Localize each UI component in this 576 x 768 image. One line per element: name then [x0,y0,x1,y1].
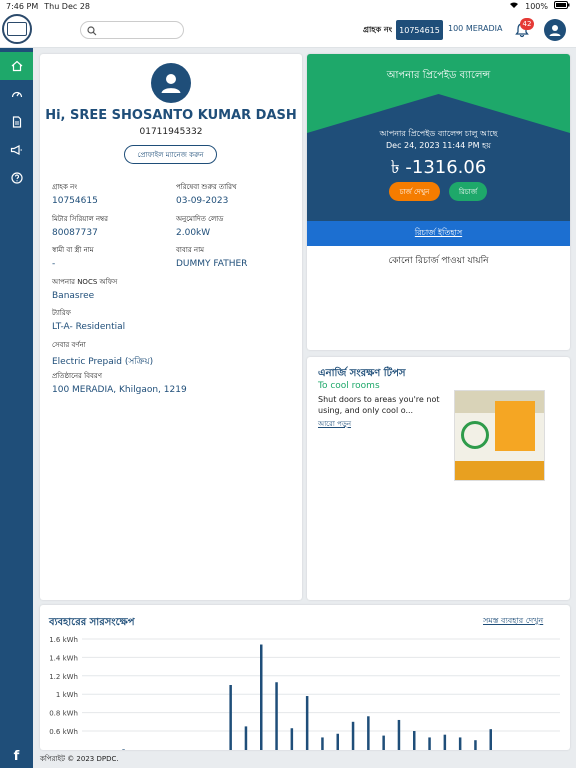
balance-date: Dec 24, 2023 11:44 PM হয় [386,141,491,150]
customer-no-label: গ্রাহক নং [363,25,393,34]
usage-bar [337,734,340,750]
top-header [0,12,576,48]
help-icon [11,172,23,184]
wifi-icon [509,1,519,11]
energy-tips-card [307,357,570,600]
profile-avatar [151,63,191,103]
field-spouse: স্বামী বা স্ত্রী নাম - [52,246,94,269]
tips-title: এনার্জি সংরক্ষণ টিপস [318,368,406,379]
usage-bar [382,736,385,750]
field-nocs: আপনার NOCS অফিস Banasree [52,278,118,301]
read-more-link[interactable]: আরো পড়ুন [318,420,352,428]
tips-body: Shut doors to areas you're not using, and only cool o... [318,395,440,415]
usage-bar [306,696,309,750]
usage-bar [444,735,447,750]
usage-chart [40,631,570,750]
usage-bar [490,729,493,750]
sidebar-item-announcements[interactable] [0,136,33,164]
user-avatar[interactable] [544,19,566,41]
usage-bar [428,737,431,750]
greeting: Hi, SREE SHOSANTO KUMAR DASH [45,108,297,123]
usage-bar [367,716,370,750]
tips-subtitle: To cool rooms [318,381,380,391]
energy-tip-image [454,390,545,481]
search-box[interactable] [80,21,184,39]
sidebar [0,48,33,768]
manage-profile-button[interactable]: প্রোফাইল ম্যানেজ করুন [124,145,217,164]
usage-bar [459,737,462,750]
field-service-desc: সেবার বর্ণনা Electric Prepaid (সক্রিয়) [52,341,154,367]
megaphone-icon [10,144,23,156]
sidebar-item-dashboard[interactable] [0,80,33,108]
no-recharge-message: কোনো রিচার্জ পাওয়া যায়নি [388,256,489,266]
phone-number: 01711945332 [139,127,203,137]
y-tick-label: 1 kWh [55,691,78,700]
usage-bar [275,682,278,750]
balance-title: আপনার প্রিপেইড ব্যালেন্স [386,70,491,81]
sidebar-item-documents[interactable] [0,108,33,136]
usage-bar [398,720,401,750]
usage-bar [291,728,294,750]
usage-bar [321,737,324,750]
prepaid-balance-card [307,54,570,350]
y-tick-label: 1.4 kWh [49,654,78,663]
view-all-usage-link[interactable]: সমস্ত ব্যবহার দেখুন [483,616,544,625]
field-sanctioned-load: অনুমোদিত লোড 2.00kW [176,215,224,238]
user-icon [159,71,183,95]
usage-title: ব্যবহারের সারসংক্ষেপ [49,617,135,628]
home-icon [11,60,23,72]
balance-status: আপনার প্রিপেইড ব্যালেন্স চালু আছে [379,129,498,138]
sidebar-item-home[interactable] [0,52,33,80]
sidebar-item-help[interactable] [0,164,33,192]
recharge-button[interactable]: রিচার্জ [449,182,487,201]
y-tick-label: 1.2 kWh [49,672,78,681]
search-icon [87,21,97,40]
user-icon [548,23,562,37]
copyright: কপিরাইট © 2023 DPDC. [40,755,119,763]
usage-bar [474,740,477,750]
y-tick-label: 0.8 kWh [49,709,78,718]
field-meter-serial: মিটার সিরিয়াল নম্বর 80087737 [52,215,109,238]
view-charge-button[interactable]: চার্জ দেখুন [389,182,440,201]
battery-icon [554,1,570,11]
document-icon [11,116,23,128]
recharge-history-link[interactable]: রিচার্জ ইতিহাস [307,221,570,246]
field-premises: প্রতিষ্ঠানের বিবরণ 100 MERADIA, Khilgaon, 1219 [52,372,187,395]
usage-bar [245,726,248,750]
usage-bar [260,645,263,750]
address-short: 100 MERADIA [448,24,503,33]
facebook-icon[interactable]: f [13,748,20,764]
status-time: 7:46 PM [6,1,39,11]
usage-summary-card [40,605,570,750]
usage-bar [352,722,355,750]
customer-no-selector[interactable]: 10754615 [396,20,443,40]
y-tick-label: 0.6 kWh [49,728,78,736]
search-input[interactable] [101,26,181,35]
profile-card [40,54,302,600]
field-tariff: ট্যারিফ LT-A- Residential [52,309,126,332]
usage-bar [229,685,232,750]
field-father: বাবার নাম DUMMY FATHER [176,246,248,269]
recycle-icon [461,421,489,449]
status-bar [0,0,576,12]
y-tick-label: 1.6 kWh [49,636,78,644]
dpdc-logo[interactable] [2,14,32,44]
usage-bar [413,731,416,750]
field-service-start: পরিষেবা শুরুর তারিখ 03-09-2023 [176,183,237,206]
status-date: Thu Dec 28 [44,1,91,11]
usage-bar [122,749,125,750]
field-customer-no: গ্রাহক নং 10754615 [52,183,98,206]
balance-amount: ৳ -1316.06 [390,157,487,178]
dashboard-icon [11,88,23,100]
notification-badge: 42 [520,18,534,30]
battery-percent: 100% [525,1,548,11]
